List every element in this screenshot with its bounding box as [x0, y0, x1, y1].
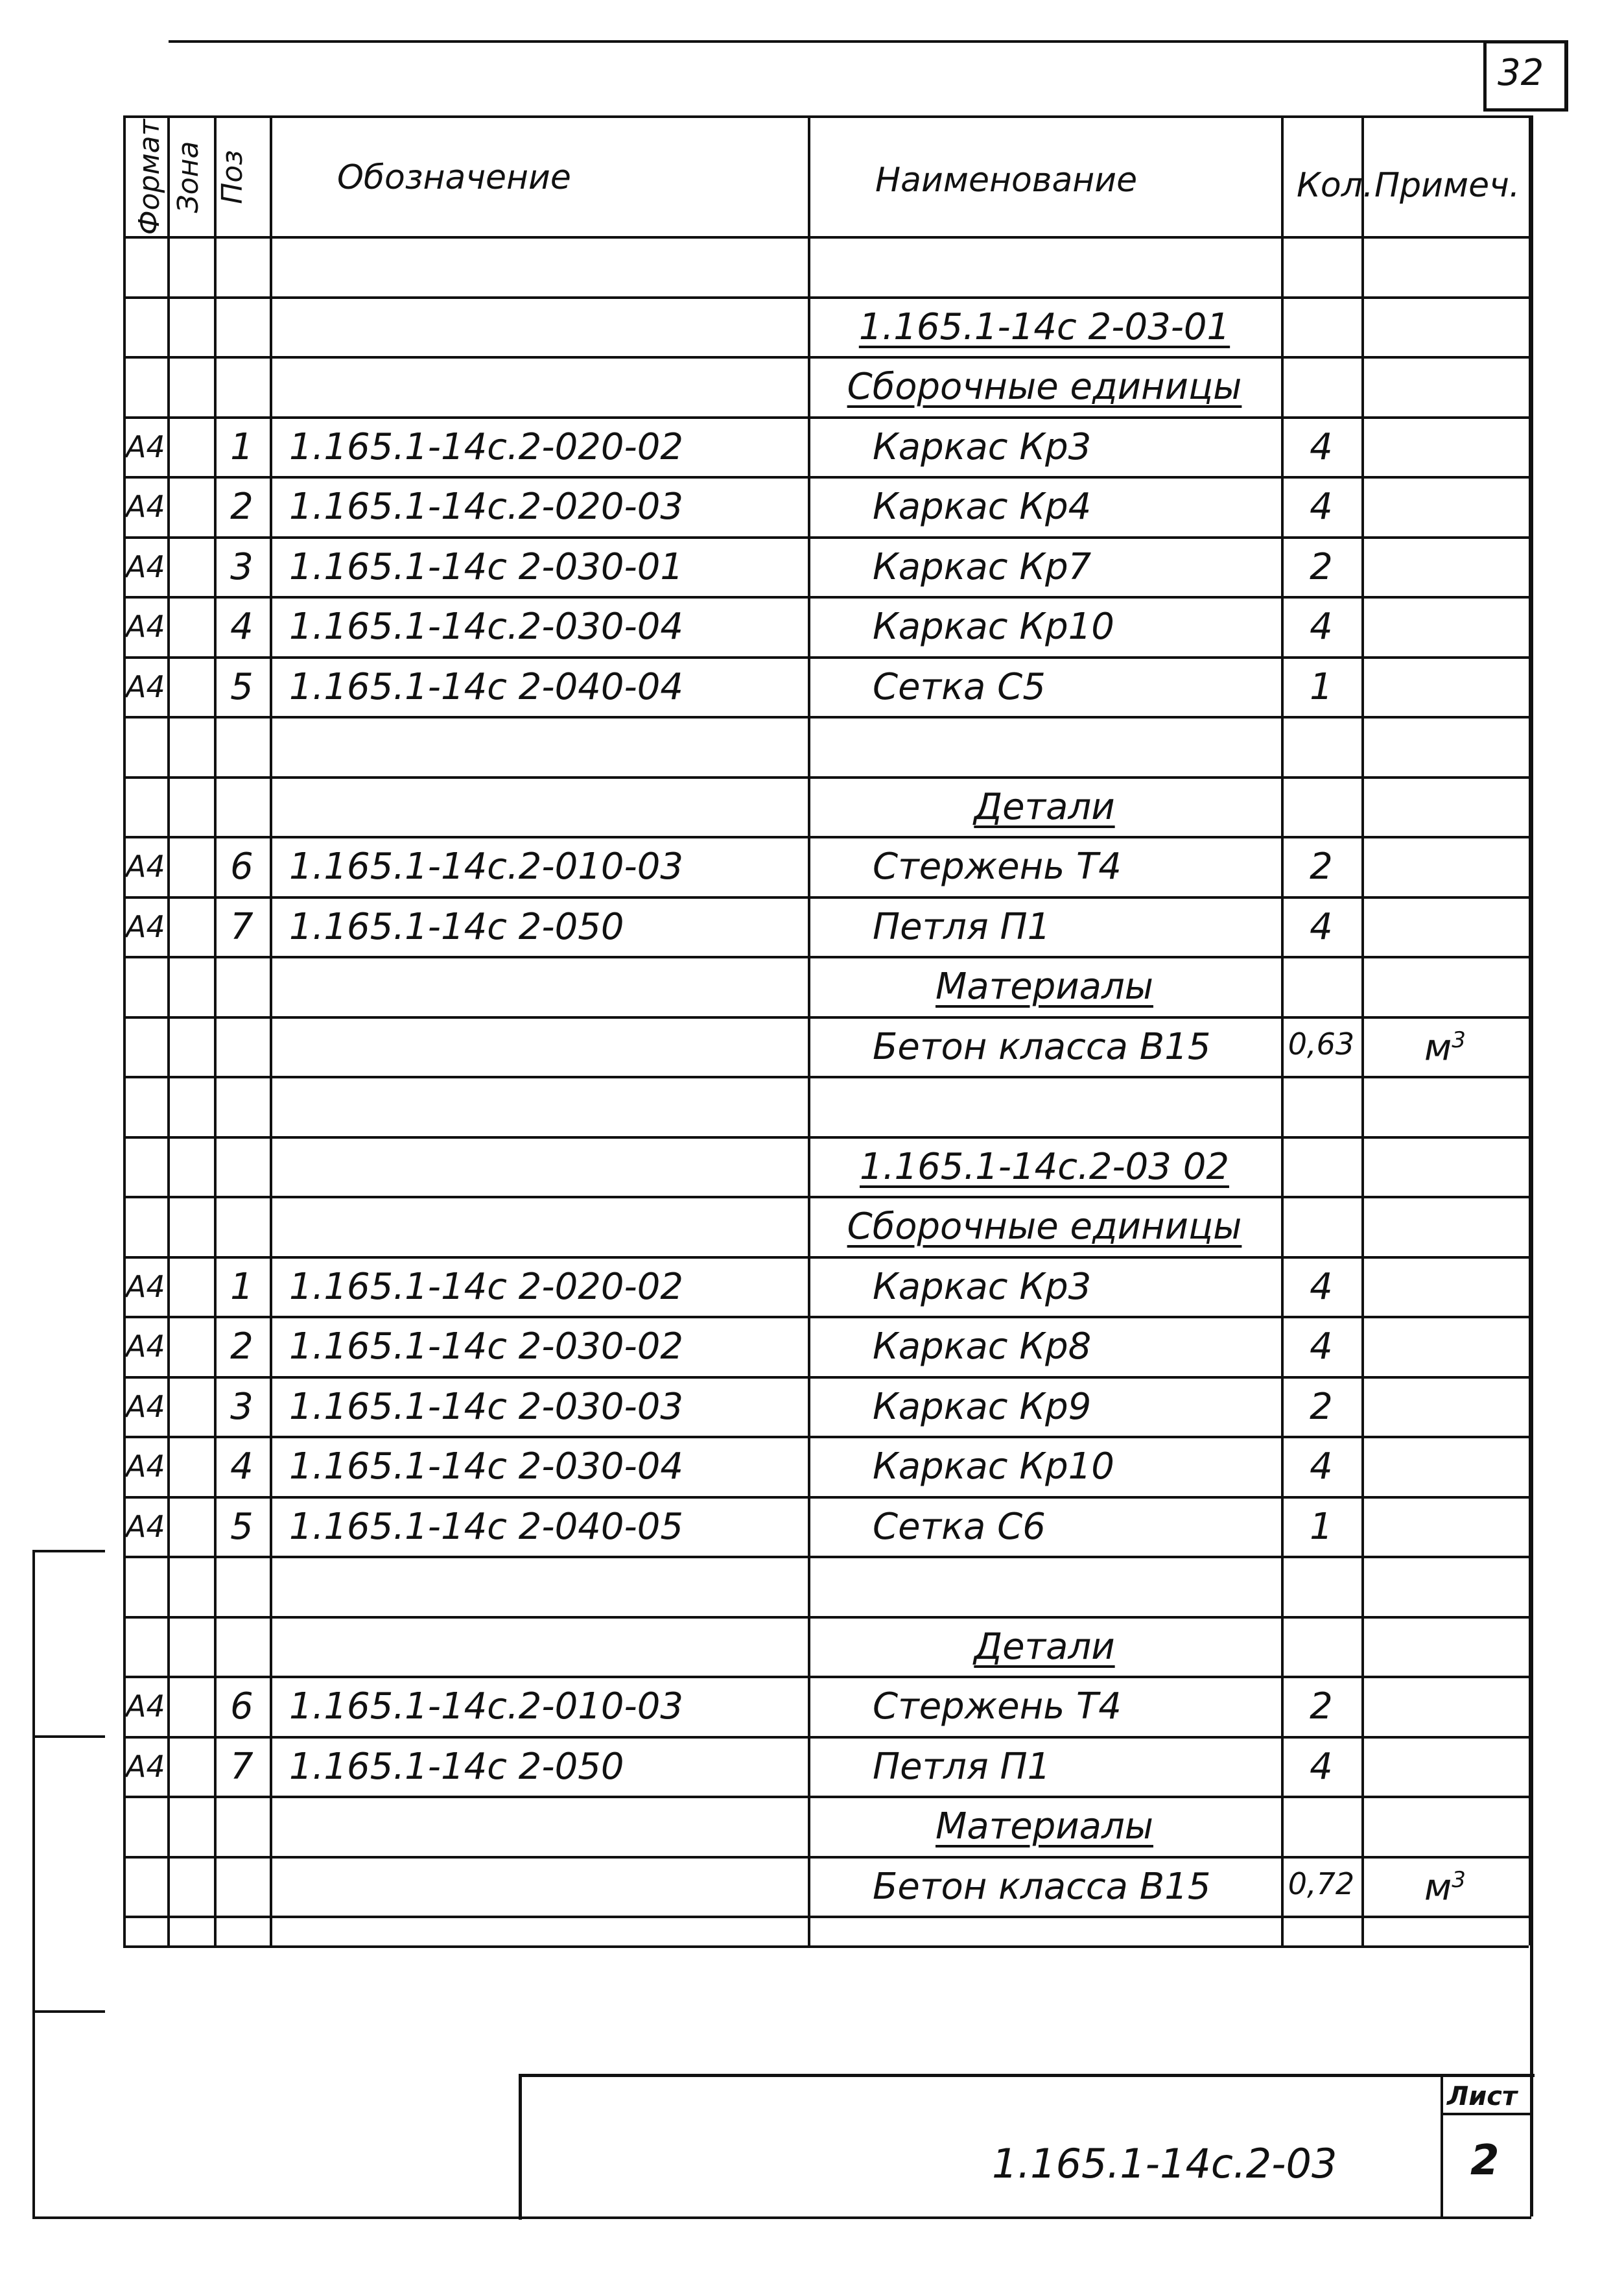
top-rule — [169, 40, 1485, 43]
cell-name: Каркас Кр9 — [873, 1385, 1092, 1428]
column-line-3 — [270, 115, 272, 1945]
cell-position: 2 — [230, 1325, 253, 1368]
cell-section-heading: Сборочные единицы — [847, 1206, 1242, 1248]
cell-name: Петля П1 — [873, 905, 1051, 948]
cell-name: Бетон класса В15 — [873, 1865, 1211, 1908]
row-rule — [123, 1856, 1529, 1859]
row-rule — [123, 1076, 1529, 1078]
row-rule — [123, 716, 1529, 719]
header-bottom-rule — [123, 236, 1529, 239]
document-code: 1.165.1-14с.2-03 — [992, 2140, 1337, 2187]
cell-position: 1 — [230, 1265, 253, 1308]
cell-name: Каркас Кр7 — [873, 545, 1092, 588]
row-rule — [123, 776, 1529, 779]
row-rule — [123, 416, 1529, 419]
cell-section-heading: Материалы — [936, 966, 1153, 1008]
row-rule — [123, 1676, 1529, 1678]
cell-position: 5 — [230, 665, 253, 708]
cell-name: Стержень Т4 — [873, 1685, 1122, 1728]
cell-note: $м^3$ — [1424, 1866, 1466, 1909]
cell-designation: 1.165.1-14с 2-050 — [289, 905, 624, 948]
header-note: Примеч. — [1374, 166, 1520, 205]
cell-quantity: 0,63 — [1288, 1026, 1355, 1062]
cell-name: Каркас Кр8 — [873, 1325, 1092, 1368]
cell-quantity: 2 — [1310, 1685, 1333, 1728]
column-line-2 — [214, 115, 217, 1945]
cell-format: А4 — [126, 1388, 165, 1424]
cell-format: А4 — [126, 1449, 165, 1484]
row-rule — [123, 656, 1529, 659]
row-rule — [123, 596, 1529, 599]
cell-format: А4 — [126, 609, 165, 644]
row-rule — [123, 836, 1529, 838]
cell-position: 4 — [230, 1445, 253, 1488]
header-zone: Зона — [172, 141, 205, 213]
row-rule — [123, 296, 1529, 299]
cell-position: 3 — [230, 1385, 253, 1428]
cell-position: 5 — [230, 1505, 253, 1548]
row-rule — [123, 1616, 1529, 1619]
cell-quantity: 4 — [1310, 1325, 1333, 1368]
cell-designation: 1.165.1-14с 2-040-04 — [289, 665, 683, 708]
cell-name: Петля П1 — [873, 1745, 1051, 1788]
cell-quantity: 4 — [1310, 1745, 1333, 1788]
column-line-0 — [123, 115, 126, 1945]
cell-section-heading: Материалы — [936, 1805, 1153, 1847]
cell-format: А4 — [126, 1508, 165, 1544]
sheet-number: 2 — [1470, 2137, 1500, 2185]
cell-section-heading: Детали — [974, 785, 1115, 828]
row-rule — [123, 476, 1529, 479]
cell-name: Каркас Кр4 — [873, 486, 1092, 528]
header-name: Наименование — [875, 161, 1138, 200]
cell-quantity: 2 — [1310, 545, 1333, 588]
page-number: 32 — [1498, 52, 1544, 94]
cell-position: 4 — [230, 606, 253, 648]
header-pos: Поз — [216, 150, 249, 204]
row-rule — [123, 896, 1529, 899]
cell-format: А4 — [126, 669, 165, 704]
cell-designation: 1.165.1-14с.2-020-03 — [289, 486, 683, 528]
cell-designation: 1.165.1-14с 2-020-02 — [289, 1265, 683, 1308]
column-line-1 — [167, 115, 170, 1945]
cell-quantity: 4 — [1310, 486, 1333, 528]
cell-name: Каркас Кр3 — [873, 425, 1092, 468]
sheet-divider — [1441, 2074, 1443, 2216]
cell-name: Бетон класса В15 — [873, 1025, 1211, 1068]
cell-format: А4 — [126, 1689, 165, 1724]
cell-quantity: 1 — [1310, 665, 1333, 708]
cell-position: 3 — [230, 545, 253, 588]
row-rule — [123, 1556, 1529, 1558]
cell-format: А4 — [126, 1268, 165, 1304]
cell-quantity: 4 — [1310, 425, 1333, 468]
row-rule — [123, 356, 1529, 359]
row-rule — [123, 1436, 1529, 1438]
cell-position: 1 — [230, 425, 253, 468]
cell-designation: 1.165.1-14с 2-030-04 — [289, 1445, 683, 1488]
column-line-7 — [1529, 115, 1531, 1945]
cell-format: А4 — [126, 1748, 165, 1784]
cell-name: Каркас Кр10 — [873, 1445, 1114, 1488]
cell-designation: 1.165.1-14с.2-010-03 — [289, 1685, 683, 1728]
cell-position: 6 — [230, 846, 253, 888]
cell-quantity: 0,72 — [1288, 1866, 1355, 1901]
cell-designation: 1.165.1-14с 2-030-02 — [289, 1325, 683, 1368]
cell-designation: 1.165.1-14с.2-030-04 — [289, 606, 683, 648]
row-rule — [123, 1496, 1529, 1499]
cell-quantity: 2 — [1310, 1385, 1333, 1428]
cell-name: Каркас Кр3 — [873, 1265, 1092, 1308]
cell-section-heading: 1.165.1-14с.2-03 02 — [860, 1145, 1229, 1188]
cell-format: А4 — [126, 549, 165, 584]
cell-section-heading: 1.165.1-14с 2-03-01 — [858, 305, 1230, 348]
cell-format: А4 — [126, 489, 165, 524]
cell-quantity: 4 — [1310, 606, 1333, 648]
cell-position: 6 — [230, 1685, 253, 1728]
cell-designation: 1.165.1-14с 2-040-05 — [289, 1505, 683, 1548]
margin-rule-3 — [34, 2010, 105, 2013]
cell-name: Сетка С6 — [873, 1505, 1046, 1548]
cell-designation: 1.165.1-14с 2-030-01 — [289, 545, 683, 588]
cell-section-heading: Сборочные единицы — [847, 366, 1242, 408]
row-rule — [123, 1256, 1529, 1259]
cell-name: Сетка С5 — [873, 665, 1046, 708]
row-rule — [123, 1796, 1529, 1798]
cell-quantity: 4 — [1310, 905, 1333, 948]
cell-note: $м^3$ — [1424, 1027, 1466, 1069]
cell-quantity: 4 — [1310, 1445, 1333, 1488]
cell-designation: 1.165.1-14с.2-020-02 — [289, 425, 683, 468]
cell-designation: 1.165.1-14с 2-030-03 — [289, 1385, 683, 1428]
header-designation: Обозначение — [337, 158, 571, 197]
cell-format: А4 — [126, 909, 165, 944]
row-rule — [123, 1196, 1529, 1198]
header-top-rule — [123, 115, 1529, 118]
header-qty: Кол. — [1297, 166, 1374, 205]
cell-format: А4 — [126, 429, 165, 464]
row-rule — [123, 1016, 1529, 1019]
header-format: Формат — [133, 119, 166, 235]
cell-format: А4 — [126, 1329, 165, 1364]
cell-position: 2 — [230, 486, 253, 528]
sheet-label-rule — [1441, 2113, 1531, 2115]
cell-designation: 1.165.1-14с.2-010-03 — [289, 846, 683, 888]
row-rule — [123, 1376, 1529, 1379]
cell-position: 7 — [230, 905, 253, 948]
table-bottom-rule — [123, 1945, 1529, 1948]
sheet-label: Лист — [1447, 2082, 1518, 2111]
cell-quantity: 4 — [1310, 1265, 1333, 1308]
row-rule — [123, 956, 1529, 958]
row-rule — [123, 1316, 1529, 1318]
row-rule — [123, 536, 1529, 539]
row-rule — [123, 1916, 1529, 1918]
cell-quantity: 2 — [1310, 846, 1333, 888]
cell-name: Каркас Кр10 — [873, 606, 1114, 648]
margin-rule-1 — [34, 1550, 105, 1552]
row-rule — [123, 1136, 1529, 1139]
margin-vertical — [32, 1550, 35, 2218]
margin-rule-2 — [34, 1735, 105, 1738]
cell-designation: 1.165.1-14с 2-050 — [289, 1745, 624, 1788]
cell-format: А4 — [126, 849, 165, 884]
cell-name: Стержень Т4 — [873, 846, 1122, 888]
cell-quantity: 1 — [1310, 1505, 1333, 1548]
row-rule — [123, 1736, 1529, 1739]
cell-position: 7 — [230, 1745, 253, 1788]
cell-section-heading: Детали — [974, 1625, 1115, 1668]
